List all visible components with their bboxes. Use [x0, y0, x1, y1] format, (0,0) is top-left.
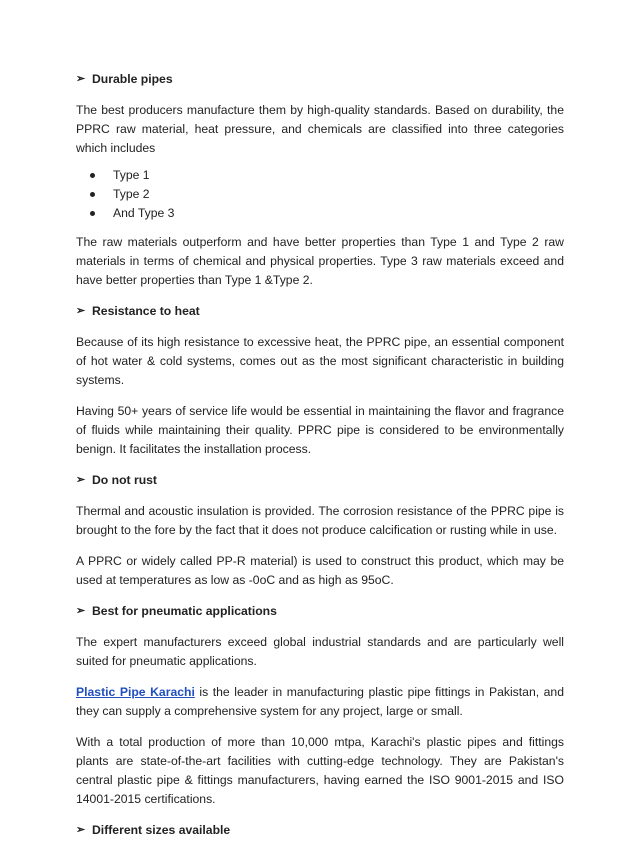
section-heading-different-sizes: [76, 821, 564, 840]
document-page: [76, 70, 564, 852]
paragraph: [76, 683, 564, 721]
arrow-bullet-icon: ➢: [76, 605, 86, 617]
section-heading-pneumatic: [76, 602, 564, 621]
heading-text: Resistance to heat: [92, 304, 200, 318]
paragraph: Having 50+ years of service life would be essential in maintaining the flavor and fragrance of fluids while maintaining their quality. PPRC pipe is considered to be environmentally benign. It facilitates the installation process.: [76, 404, 564, 456]
heading-text: Best for pneumatic applications: [92, 604, 277, 618]
bullet-dot-icon: [90, 173, 95, 178]
paragraph: The best producers manufacture them by high-quality standards. Based on durability, the PPRC raw material, heat pressure, and chemicals are classified into three categories which includes: [76, 103, 564, 155]
list-item-text: Type 2: [113, 187, 150, 201]
list-item: [76, 166, 564, 185]
section-heading-do-not-rust: [76, 471, 564, 490]
paragraph: Because of its high resistance to excessive heat, the PPRC pipe, an essential component of hot water & cold systems, comes out as the most significant characteristic in building systems.: [76, 335, 564, 387]
paragraph: With a total production of more than 10,000 mtpa, Karachi's plastic pipes and fittings plants are state-of-the-art facilities with cutting-edge technology. They are Pakistan's central plastic pipe & fittings manufacturers, having earned the ISO 9001-2015 and ISO 14001-2015 certifications.: [76, 735, 564, 806]
paragraph: The expert manufacturers exceed global industrial standards and are particularly well suited for pneumatic applications.: [76, 635, 564, 668]
paragraph: Thermal and acoustic insulation is provided. The corrosion resistance of the PPRC pipe is brought to the fore by the fact that it does not produce calcification or rusting while in use.: [76, 504, 564, 537]
arrow-bullet-icon: ➢: [76, 305, 86, 317]
heading-text: Different sizes available: [92, 823, 231, 837]
plastic-pipe-karachi-link[interactable]: Plastic Pipe Karachi: [76, 685, 195, 699]
section-heading-durable-pipes: [76, 70, 564, 89]
list-item-text: Type 1: [113, 168, 150, 182]
arrow-bullet-icon: ➢: [76, 474, 86, 486]
arrow-bullet-icon: ➢: [76, 824, 86, 836]
list-item: [76, 204, 564, 223]
list-item: [76, 185, 564, 204]
paragraph: A PPRC or widely called PP-R material) is used to construct this product, which may be used at temperatures as low as -0oC and as high as 95oC.: [76, 554, 564, 587]
list-item-text: And Type 3: [113, 206, 175, 220]
heading-text: Do not rust: [92, 473, 157, 487]
paragraph-text: is the leader in manufacturing plastic pipe fittings in Pakistan, and they can supply a comprehensive system for any project, large or small.: [76, 685, 564, 718]
section-heading-resistance-to-heat: [76, 302, 564, 321]
paragraph: The raw materials outperform and have better properties than Type 1 and Type 2 raw materials in terms of chemical and physical properties. Type 3 raw materials exceed and have better properties than Type 1 &Type 2.: [76, 235, 564, 287]
bullet-dot-icon: [90, 211, 95, 216]
bullet-dot-icon: [90, 192, 95, 197]
type-list: [76, 166, 564, 223]
arrow-bullet-icon: ➢: [76, 73, 86, 85]
heading-text: Durable pipes: [92, 72, 173, 86]
